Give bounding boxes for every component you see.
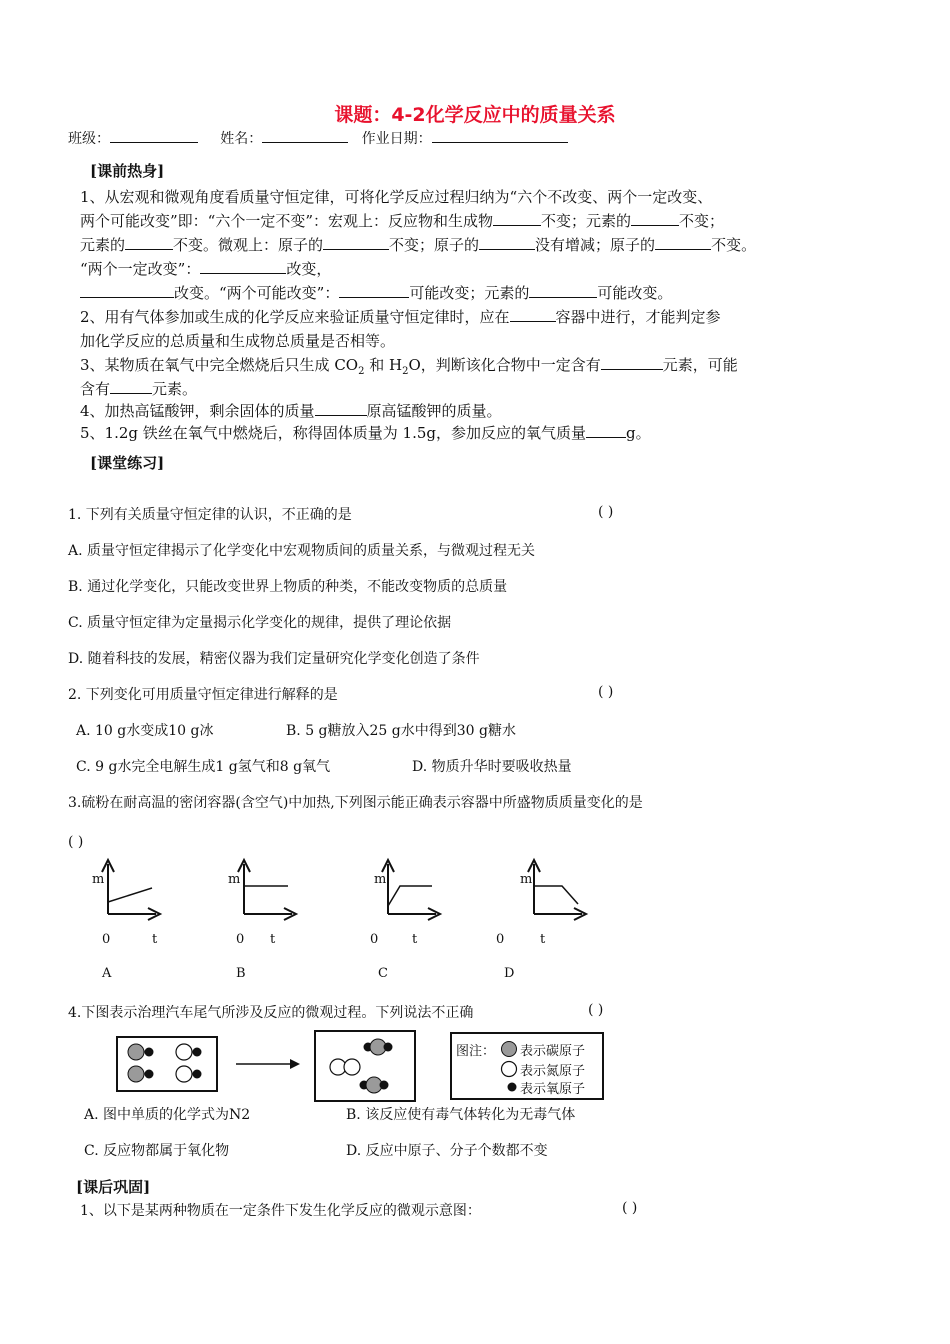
class-blank[interactable] [110,128,198,143]
cw-q1-option-d: D. 随着科技的发展，精密仪器为我们定量研究化学变化创造了条件 [68,651,480,667]
cw-q4-option-d: D. 反应中原子、分子个数都不变 [346,1143,548,1159]
text: O，判断该化合物中一定含有 [408,356,601,374]
nitrogen-atom [344,1059,360,1075]
cw-q3: 3.硫粉在耐高温的密闭容器(含空气)中加热,下列图示能正确表示容器中所盛物质质量变化的是 [68,795,643,811]
text: 容器中进行，才能判定参 [555,308,721,326]
reactants-box [116,1036,218,1092]
text: 不变； [679,212,725,230]
nitrogen-atom [176,1044,192,1060]
page-title: 课题：4-2化学反应中的质量关系 [334,104,616,126]
graph-a-t: t [152,932,158,947]
text: 2、用有气体参加或生成的化学反应来验证质量守恒定律时，应在 [80,308,510,326]
date-label: 作业日期： [361,131,432,147]
graph-d-origin: 0 [496,932,505,947]
text: g。 [626,424,651,442]
legend-oxygen-label: 表示氧原子 [520,1082,586,1097]
subscript: 2 [402,366,409,377]
blank[interactable] [510,307,556,322]
oxygen-atom [193,1048,202,1057]
text: 元素，可能 [662,356,738,374]
legend-nitrogen-label: 表示氮原子 [520,1064,586,1079]
graph-b-t: t [270,932,276,947]
warmup-q5 [80,422,651,444]
reaction-arrow [236,1056,302,1072]
graph-a-label: A [102,966,112,981]
cw-q2-paren: ( ) [598,684,614,700]
legend-title: 图注： [456,1044,496,1059]
text: 3、某物质在氧气中完全燃烧后只生成 CO [80,356,359,374]
text: 含有 [80,380,111,398]
oxygen-atom [145,1048,154,1057]
legend-oxygen-icon [506,1081,518,1093]
graph-a [96,856,170,926]
graph-d-m: m [520,872,533,887]
hw-q1-paren: ( ) [622,1200,638,1216]
graph-c-m: m [374,872,387,887]
text: 可能改变。 [597,284,673,302]
curve-flat-then-fall [534,886,578,904]
text: “两个一定改变”： [80,260,201,278]
text: 不变。 [711,236,757,254]
cw-q1-option-c: C. 质量守恒定律为定量揭示化学变化的规律，提供了理论依据 [68,615,452,631]
warmup-line-3 [80,234,756,256]
legend-carbon-icon [500,1040,518,1058]
oxygen-atom [508,1083,517,1092]
text: 改变。“两个可能改变”： [174,284,340,302]
warmup-line-1: 1、从宏观和微观角度看质量守恒定律，可将化学反应过程归纳为“六个不改变、两个一定改变、 [80,188,713,206]
legend-nitrogen-icon [500,1060,518,1078]
blank[interactable] [586,423,626,438]
blank[interactable] [323,235,389,250]
blank[interactable] [655,235,711,250]
name-blank[interactable] [262,128,348,143]
name-label: 姓名： [220,131,263,147]
oxygen-atom [193,1070,202,1079]
class-label: 班级： [68,131,110,147]
warmup-line-4 [80,258,331,280]
cw-q1-option-b: B. 通过化学变化，只能改变世界上物质的种类，不能改变物质的总质量 [68,579,508,595]
legend-box [450,1032,604,1100]
text: 元素。 [152,380,198,398]
graph-b-label: B [236,966,246,981]
header-fields [68,128,568,148]
text: 不变。微观上：原子的 [173,236,324,254]
blank[interactable] [493,211,541,226]
graph-b [232,856,306,926]
carbon-atom [128,1044,144,1060]
oxygen-atom [145,1070,154,1079]
cw-q4-option-b: B. 该反应使有毒气体转化为无毒气体 [346,1107,576,1123]
warmup-line-2 [80,210,724,232]
legend-carbon-label: 表示碳原子 [520,1044,586,1059]
blank[interactable] [125,235,173,250]
cw-q1: 1. 下列有关质量守恒定律的认识，不正确的是 [68,507,352,523]
cw-q2-option-b: B. 5 g糖放入25 g水中得到30 g糖水 [286,723,516,739]
oxygen-atom [384,1043,393,1052]
date-blank[interactable] [432,128,568,143]
text: 两个可能改变”即：“六个一定不变”：宏观上：反应物和生成物 [80,212,494,230]
cw-q1-option-a: A. 质量守恒定律揭示了化学变化中宏观物质间的质量关系，与微观过程无关 [68,543,536,559]
text: 可能改变；元素的 [409,284,530,302]
text: 4、加热高锰酸钾，剩余固体的质量 [80,402,315,420]
text: 元素的 [80,236,126,254]
curve-rising [108,888,152,902]
blank[interactable] [529,283,597,298]
cw-q2-option-c: C. 9 g水完全电解生成1 g氢气和8 g氧气 [76,759,331,775]
classwork-heading: [课堂练习] [90,454,165,472]
homework-heading: [课后巩固] [76,1178,151,1196]
nitrogen-atom [502,1062,517,1077]
cw-q4-paren: ( ) [588,1002,604,1018]
cw-q4-option-c: C. 反应物都属于氧化物 [84,1143,230,1159]
nitrogen-atom [176,1066,192,1082]
cw-q2-option-a: A. 10 g水变成10 g冰 [76,723,214,739]
products-box [314,1030,416,1102]
cw-q2-option-d: D. 物质升华时要吸收热量 [412,759,572,775]
graph-c-t: t [412,932,418,947]
graph-b-m: m [228,872,241,887]
graph-b-origin: 0 [236,932,245,947]
graph-d-t: t [540,932,546,947]
warmup-q3-line-2 [80,378,197,400]
warmup-q4 [80,400,502,422]
text: 不变；元素的 [541,212,632,230]
warmup-line-5 [80,282,672,304]
text: 原高锰酸钾的质量。 [366,402,502,420]
cw-q4: 4.下图表示治理汽车尾气所涉及反应的微观过程。下列说法不正确 [68,1005,474,1021]
blank[interactable] [110,379,152,394]
warmup-q2-line-2: 加化学反应的总质量和生成物总质量是否相等。 [80,332,396,350]
blank[interactable] [80,283,174,298]
blank[interactable] [339,283,409,298]
text: 没有增减；原子的 [535,236,656,254]
cw-q4-option-a: A. 图中单质的化学式为N2 [84,1107,251,1123]
blank[interactable] [601,355,663,370]
text: 和 H [364,356,403,374]
graph-d-label: D [504,966,515,981]
curve-rise-then-flat [388,886,432,906]
warmup-heading: [课前热身] [90,162,165,180]
blank[interactable] [315,401,367,416]
graph-c-origin: 0 [370,932,379,947]
graph-a-m: m [92,872,105,887]
graph-d [522,856,596,926]
carbon-atom [502,1042,517,1057]
cw-q1-paren: ( ) [598,504,614,520]
blank[interactable] [631,211,679,226]
graph-c-label: C [378,966,388,981]
cw-q3-paren: ( ) [68,834,84,850]
text: 不变；原子的 [389,236,480,254]
text: 改变， [286,260,332,278]
hw-q1: 1、以下是某两种物质在一定条件下发生化学反应的微观示意图： [80,1203,481,1219]
arrow-head [290,1059,300,1069]
oxygen-atom [380,1081,389,1090]
text: 5、1.2g 铁丝在氧气中燃烧后，称得固体质量为 1.5g，参加反应的氧气质量 [80,424,586,442]
graph-a-origin: 0 [102,932,111,947]
cw-q2: 2. 下列变化可用质量守恒定律进行解释的是 [68,687,338,703]
subscript: 2 [358,366,365,377]
blank[interactable] [200,259,286,274]
carbon-atom [128,1066,144,1082]
blank[interactable] [479,235,535,250]
warmup-q2-line-1 [80,306,721,328]
graph-c [376,856,450,926]
